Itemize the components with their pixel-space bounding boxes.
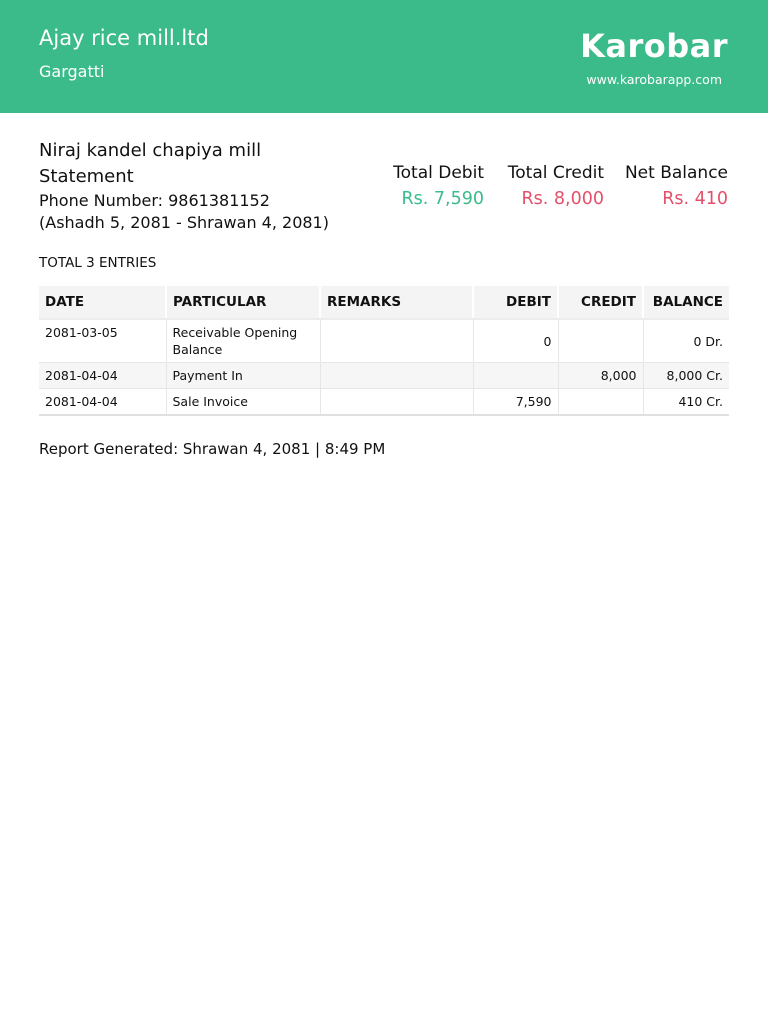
report-generated-text: Report Generated: Shrawan 4, 2081 | 8:49 PM — [39, 440, 386, 458]
statement-period: (Ashadh 5, 2081 - Shrawan 4, 2081) — [39, 213, 329, 232]
cell-date: 2081-03-05 — [39, 319, 166, 363]
cell-remarks — [320, 319, 473, 363]
report-header — [0, 0, 768, 113]
statement-title — [39, 138, 329, 190]
cell-particular: Receivable Opening Balance — [166, 319, 320, 363]
cell-debit: 0 — [473, 319, 558, 363]
cell-credit: 8,000 — [558, 363, 643, 389]
total-debit-label: Total Debit — [393, 163, 484, 183]
brand-url[interactable]: www.karobarapp.com — [586, 72, 722, 87]
cell-credit — [558, 319, 643, 363]
col-particular: PARTICULAR — [166, 286, 320, 319]
cell-balance: 410 Cr. — [643, 389, 729, 416]
business-name: Ajay rice mill.ltd — [39, 26, 209, 50]
summary-total-debit — [393, 161, 484, 211]
cell-date: 2081-04-04 — [39, 363, 166, 389]
business-address: Gargatti — [39, 62, 105, 81]
phone-number: Phone Number: 9861381152 — [39, 191, 270, 210]
statement-label: Statement — [39, 166, 134, 187]
total-credit-label: Total Credit — [507, 163, 604, 183]
cell-particular: Sale Invoice — [166, 389, 320, 416]
table-header-row — [39, 286, 729, 319]
col-debit: DEBIT — [473, 286, 558, 319]
col-balance: BALANCE — [643, 286, 729, 319]
ledger-table — [39, 286, 729, 416]
col-credit: CREDIT — [558, 286, 643, 319]
col-remarks: REMARKS — [320, 286, 473, 319]
net-balance-label: Net Balance — [624, 163, 728, 183]
cell-remarks — [320, 363, 473, 389]
total-credit-value: Rs. 8,000 — [521, 189, 604, 209]
cell-balance: 8,000 Cr. — [643, 363, 729, 389]
cell-balance: 0 Dr. — [643, 319, 729, 363]
summary-net-balance — [625, 161, 728, 211]
col-date: DATE — [39, 286, 166, 319]
table-row — [39, 389, 729, 416]
cell-credit — [558, 389, 643, 416]
entries-count: TOTAL 3 ENTRIES — [39, 255, 157, 271]
table-row — [39, 319, 729, 363]
cell-debit — [473, 363, 558, 389]
total-debit-value: Rs. 7,590 — [401, 189, 484, 209]
cell-debit: 7,590 — [473, 389, 558, 416]
party-name: Niraj kandel chapiya mill — [39, 140, 262, 161]
table-row — [39, 363, 729, 389]
brand-logo-text: Karobar — [580, 27, 728, 65]
cell-particular: Payment In — [166, 363, 320, 389]
summary-total-credit — [508, 161, 604, 211]
cell-date: 2081-04-04 — [39, 389, 166, 416]
cell-remarks — [320, 389, 473, 416]
net-balance-value: Rs. 410 — [662, 189, 728, 209]
